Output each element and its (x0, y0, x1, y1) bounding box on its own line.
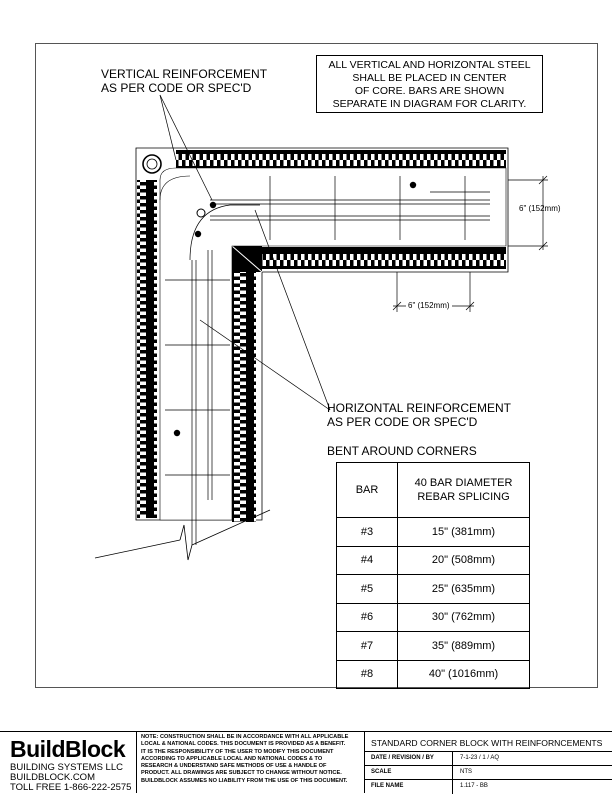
scale-label: SCALE (371, 769, 392, 775)
table-row (337, 632, 530, 661)
outer-foam-vertical (137, 180, 157, 518)
splice-length: 20" (508mm) (398, 546, 530, 575)
label-line: VERTICAL REINFORCEMENT (101, 67, 268, 81)
splice-table (336, 462, 530, 689)
table-row (337, 660, 530, 689)
vertical-reinforcement-label (101, 67, 267, 95)
table-row (337, 546, 530, 575)
label-line: AS PER CODE OR SPEC'D (101, 81, 252, 95)
splice-length: 15" (381mm) (398, 518, 530, 547)
horizontal-reinforcement-label (327, 401, 511, 429)
company-name: BUILDING SYSTEMS LLC (10, 762, 123, 773)
dimension-core-label: 6" (152mm) (408, 301, 450, 310)
title-block (0, 731, 612, 793)
scale-value: NTS (460, 769, 472, 775)
scale-row (364, 765, 612, 780)
label-line: AS PER CODE OR SPEC'D (327, 415, 478, 429)
drawing-title: STANDARD CORNER BLOCK WITH REINFORNCEMENTS (371, 738, 603, 748)
disclaimer-line: LOCAL & NATIONAL CODES. THIS DOCUMENT IS PROVIDED AS A BENEFIT. (141, 741, 346, 748)
header-bar: BAR (337, 463, 398, 518)
table-header-row (337, 463, 530, 518)
bar-size: #6 (337, 603, 398, 632)
disclaimer-line: BUILDBLOCK ASSUMES NO LIABILITY FROM THE USE OF THIS DOCUMENT. (141, 777, 348, 784)
disclaimer (141, 734, 363, 785)
table-row (337, 518, 530, 547)
inner-foam-horizontal (262, 247, 506, 269)
splice-length: 30" (762mm) (398, 603, 530, 632)
note-line: ALL VERTICAL AND HORIZONTAL STEEL (328, 59, 531, 71)
divider (136, 732, 137, 793)
header-line: 40 BAR DIAMETER (414, 477, 513, 489)
table-row (337, 603, 530, 632)
website: BUILDBLOCK.COM (10, 772, 95, 783)
bar-size: #3 (337, 518, 398, 547)
inner-foam-vertical (232, 270, 256, 522)
date-label: DATE / REVISION / BY (371, 755, 434, 761)
label-line: HORIZONTAL REINFORCEMENT (327, 401, 512, 415)
disclaimer-line: RESEARCH & UNDERSTAND SAFE METHODS OF USE & HANDLE OF (141, 763, 327, 770)
splice-length: 35" (889mm) (398, 632, 530, 661)
outer-foam-horizontal (176, 150, 506, 168)
brand-logo: BuildBlock (10, 736, 126, 762)
phone: TOLL FREE 1-866-222-2575 (10, 782, 132, 793)
date-row (364, 751, 612, 766)
header-splice (398, 463, 530, 518)
table-row (337, 575, 530, 604)
bent-around-corners-label: BENT AROUND CORNERS (327, 444, 477, 458)
bar-size: #5 (337, 575, 398, 604)
splice-length: 25" (635mm) (398, 575, 530, 604)
header-line: REBAR SPLICING (417, 491, 510, 503)
dimension-wall-label: 6" (152mm) (519, 204, 561, 213)
bar-size: #4 (337, 546, 398, 575)
corner-vertical-bar-circle (143, 155, 161, 173)
file-label: FILE NAME (371, 783, 404, 789)
disclaimer-line: IT IS THE RESPONSIBILITY OF THE USER TO MODIFY THIS DOCUMENT (141, 748, 334, 755)
note-line: SEPARATE IN DIAGRAM FOR CLARITY. (332, 98, 527, 110)
dimension-right (508, 176, 548, 250)
disclaimer-line: ACCORDING TO APPLICABLE LOCAL AND NATIONAL CODES & TO (141, 755, 323, 762)
bar-size: #7 (337, 632, 398, 661)
bar-size: #8 (337, 660, 398, 689)
disclaimer-line: NOTE: CONSTRUCTION SHALL BE IN ACCORDANCE WITH ALL APPLICABLE (141, 734, 349, 740)
file-value: 1.117 - BB (460, 783, 488, 789)
note-line: SHALL BE PLACED IN CENTER (352, 72, 507, 84)
disclaimer-line: PRODUCT. ALL DRAWINGS ARE SUBJECT TO CHANGE WITHOUT NOTICE. (141, 770, 342, 777)
splice-length: 40" (1016mm) (398, 660, 530, 689)
date-value: 7-1-23 / 1 / AQ (460, 755, 500, 761)
note-line: OF CORE. BARS ARE SHOWN (354, 85, 505, 97)
